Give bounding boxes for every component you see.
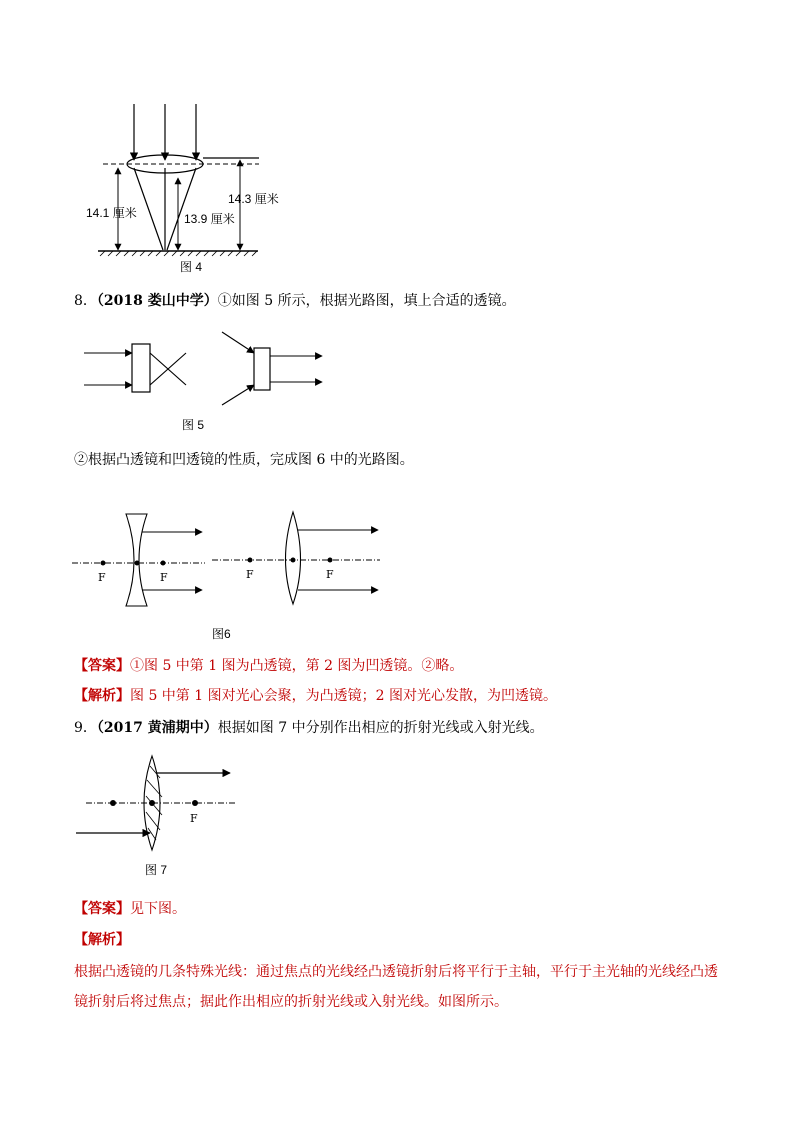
question-9-number: 9． (74, 720, 97, 736)
fig7-caption: 图 7 (145, 863, 168, 877)
question-9-analysis-line2: 镜折射后将过焦点；据此作出相应的折射光线或入射光线。如图所示。 (74, 994, 508, 1010)
fig6-F4: F (326, 568, 334, 581)
analysis-text: 图 5 中第 1 图对光心会聚，为凸透镜；2 图对光心发散，为凹透镜。 (130, 688, 557, 704)
question-8-text: ①如图 5 所示，根据光路图，填上合适的透镜。 (217, 293, 516, 309)
fig6-F1: F (98, 571, 106, 584)
question-8-source: （2018 娄山中学） (96, 293, 218, 309)
answer-tag: 【答案】 (74, 658, 130, 674)
question-9-source: （2017 黄浦期中） (96, 720, 218, 736)
fig6-caption: 图6 (212, 627, 231, 641)
fig4-label-left: 14.1 厘米 (86, 206, 137, 220)
question-9-analysis-line1: 根据凸透镜的几条特殊光线：通过焦点的光线经凸透镜折射后将平行于主轴，平行于主光轴的光线经凸透 (74, 964, 718, 980)
fig4-label-right: 14.3 厘米 (228, 192, 279, 206)
fig7-F: F (190, 812, 198, 825)
fig4-caption: 图 4 (180, 260, 203, 274)
analysis-tag: 【解析】 (74, 932, 130, 948)
question-8-number: 8． (74, 293, 97, 309)
fig6-F3: F (246, 568, 254, 581)
question-9-analysis-tag-line (74, 930, 130, 950)
question-9-answer (74, 899, 186, 919)
fig6-F2: F (160, 571, 168, 584)
analysis-tag: 【解析】 (74, 688, 130, 704)
answer-text: 见下图。 (130, 901, 186, 917)
answer-tag: 【答案】 (74, 901, 130, 917)
question-8-part2: ②根据凸透镜和凹透镜的性质，完成图 6 中的光路图。 (74, 452, 414, 468)
question-9-text: 根据如图 7 中分别作出相应的折射光线或入射光线。 (217, 720, 544, 736)
answer-text: ①图 5 中第 1 图为凸透镜，第 2 图为凹透镜。②略。 (130, 658, 464, 674)
fig5-caption: 图 5 (182, 418, 205, 432)
fig4-label-mid: 13.9 厘米 (184, 212, 235, 226)
